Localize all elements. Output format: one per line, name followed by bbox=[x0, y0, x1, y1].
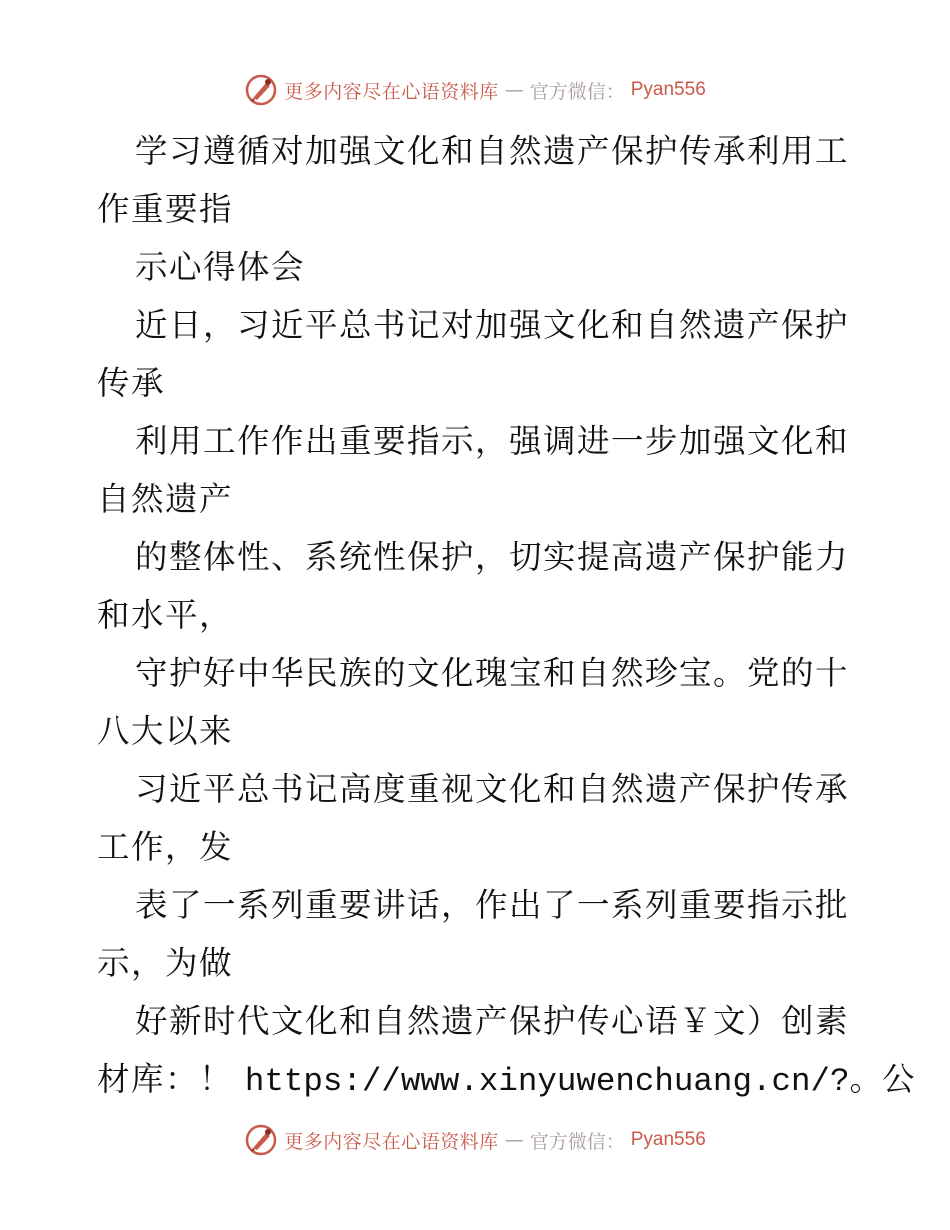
article-line-suffix: 公 bbox=[881, 1060, 916, 1098]
article-line: 好新时代文化和自然遗产保护传心语￥文）创素 bbox=[135, 1002, 850, 1040]
article-title-line-1: 学习遵循对加强文化和自然遗产保护传承利用工 bbox=[135, 132, 850, 170]
article-line: 守护好中华民族的文化瑰宝和自然珍宝。党的十 bbox=[135, 654, 850, 692]
article-line: 近日，习近平总书记对加强文化和自然遗产保护 bbox=[135, 306, 850, 344]
pen-logo-icon bbox=[244, 1123, 278, 1157]
source-url-link[interactable]: https://www.xinyuwenchuang.cn/?。 bbox=[244, 1063, 882, 1100]
watermark-wechat-id: Pyan556 bbox=[630, 1129, 706, 1150]
article-line: 自然遗产 bbox=[97, 480, 234, 518]
article-line: 传承 bbox=[97, 364, 166, 402]
header-watermark bbox=[0, 70, 950, 110]
footer-watermark bbox=[0, 1120, 950, 1160]
article-title-line-3: 示心得体会 bbox=[135, 248, 306, 286]
watermark-wechat-label: 官方微信： bbox=[529, 80, 625, 103]
watermark-separator: — bbox=[504, 79, 524, 101]
article-line: 示，为做 bbox=[97, 944, 234, 982]
article-body bbox=[97, 122, 916, 1108]
pen-logo-icon bbox=[244, 73, 278, 107]
watermark-wechat-id: Pyan556 bbox=[630, 79, 706, 100]
watermark-promo-text: 更多内容尽在心语资料库 bbox=[284, 1130, 499, 1153]
article-line: 表了一系列重要讲话，作出了一系列重要指示批 bbox=[135, 886, 850, 924]
article-line-with-url bbox=[97, 1050, 916, 1108]
article-line: 和水平， bbox=[97, 596, 234, 634]
article-line: 八大以来 bbox=[97, 712, 234, 750]
watermark-separator: — bbox=[504, 1129, 524, 1151]
article-line-prefix: 材库：！ bbox=[97, 1060, 234, 1098]
article-line: 的整体性、系统性保护，切实提高遗产保护能力 bbox=[135, 538, 850, 576]
article-line: 习近平总书记高度重视文化和自然遗产保护传承 bbox=[135, 770, 850, 808]
article-title-line-2: 作重要指 bbox=[97, 190, 234, 228]
article-line: 工作，发 bbox=[97, 828, 234, 866]
article-line: 利用工作作出重要指示，强调进一步加强文化和 bbox=[135, 422, 850, 460]
watermark-wechat-label: 官方微信： bbox=[529, 1130, 625, 1153]
watermark-promo-text: 更多内容尽在心语资料库 bbox=[284, 80, 499, 103]
